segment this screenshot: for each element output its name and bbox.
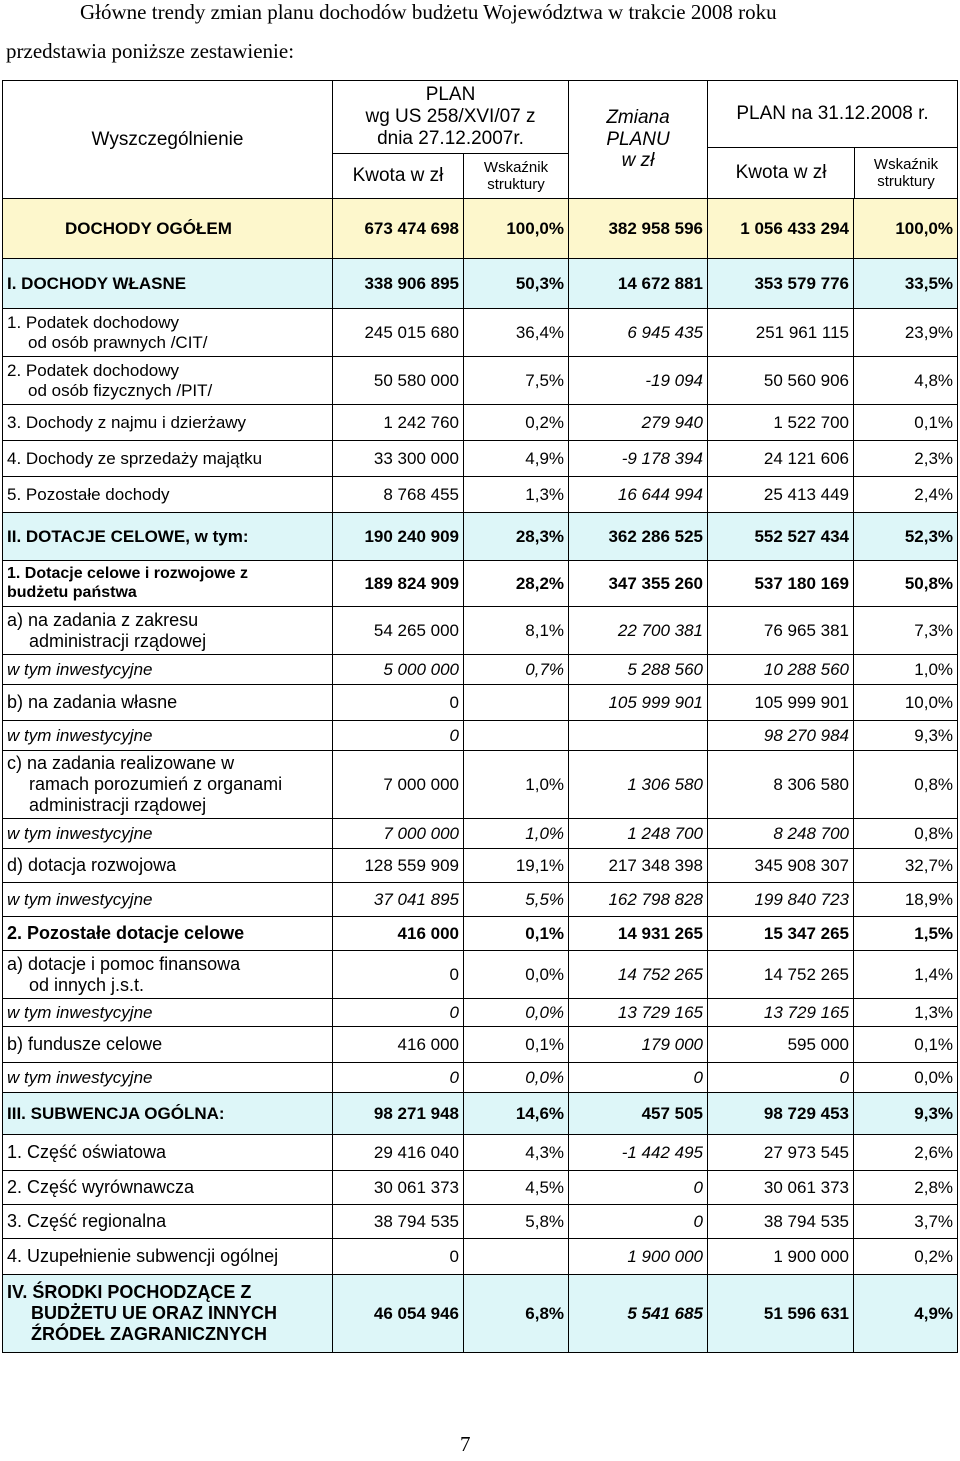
row-share: 0,7% <box>464 655 569 685</box>
row-final: 595 000 <box>708 1027 854 1063</box>
row-final: 15 347 265 <box>708 917 854 951</box>
row-label-line-2: budżetu państwa <box>7 583 137 601</box>
table-row <box>3 1135 958 1171</box>
row-final: 98 729 453 <box>708 1093 854 1135</box>
row-share: 1,3% <box>464 477 569 513</box>
row-change: 13 729 165 <box>569 999 708 1027</box>
row-final: 1 522 700 <box>708 405 854 441</box>
row-final-share: 10,0% <box>854 685 958 721</box>
row-plan: 50 580 000 <box>333 357 464 405</box>
row-final: 38 794 535 <box>708 1205 854 1239</box>
row-final: 199 840 723 <box>708 883 854 917</box>
table-row <box>3 357 958 405</box>
row-change: 1 306 580 <box>569 751 708 819</box>
row-final: 25 413 449 <box>708 477 854 513</box>
row-final: 13 729 165 <box>708 999 854 1027</box>
row-final-share: 2,3% <box>854 441 958 477</box>
row-final-share: 2,4% <box>854 477 958 513</box>
row-share <box>464 721 569 751</box>
table-row <box>3 1239 958 1275</box>
row-final: 50 560 906 <box>708 357 854 405</box>
row-final: 14 752 265 <box>708 951 854 999</box>
row-final-share: 0,0% <box>854 1063 958 1093</box>
row-plan: 54 265 000 <box>333 607 464 655</box>
header-description: Wyszczególnienie <box>3 81 333 199</box>
row-plan: 416 000 <box>333 1027 464 1063</box>
row-plan: 190 240 909 <box>333 513 464 561</box>
row-share: 28,2% <box>464 561 569 607</box>
table-row <box>3 405 958 441</box>
row-final-share: 9,3% <box>854 1093 958 1135</box>
row-label: w tym inwestycyjne <box>3 721 333 751</box>
row-plan: 128 559 909 <box>333 849 464 883</box>
row-label: 5. Pozostałe dochody <box>3 477 333 513</box>
row-share: 0,0% <box>464 999 569 1027</box>
row-plan: 0 <box>333 721 464 751</box>
table-row <box>3 441 958 477</box>
row-label-line-1: 1. Dotacje celowe i rozwojowe z <box>7 565 248 583</box>
row-final-share: 2,8% <box>854 1171 958 1205</box>
row-label: I. DOCHODY WŁASNE <box>3 259 333 309</box>
row-label-line-3: ŹRÓDEŁ ZAGRANICZNYCH <box>31 1323 267 1344</box>
row-label <box>3 751 333 819</box>
header-change-line-3: w zł <box>621 150 655 172</box>
row-share <box>464 1239 569 1275</box>
row-final-share: 7,3% <box>854 607 958 655</box>
row-plan: 37 041 895 <box>333 883 464 917</box>
row-final: 537 180 169 <box>708 561 854 607</box>
row-final-share: 0,8% <box>854 751 958 819</box>
row-share: 0,1% <box>464 1027 569 1063</box>
row-label: 2. Pozostałe dotacje celowe <box>3 917 333 951</box>
table-row-general-subsidy <box>3 1093 958 1135</box>
row-change: 5 288 560 <box>569 655 708 685</box>
row-final-share: 4,9% <box>854 1275 958 1353</box>
row-final-share: 100,0% <box>854 199 958 259</box>
table-row <box>3 1205 958 1239</box>
header-plan-share-line-1: Wskaźnik <box>483 158 549 176</box>
row-final-share: 2,6% <box>854 1135 958 1171</box>
row-label <box>3 357 333 405</box>
header-plan-amount: Kwota w zł <box>333 154 464 199</box>
row-label: 3. Część regionalna <box>3 1205 333 1239</box>
row-label: w tym inwestycyjne <box>3 883 333 917</box>
row-label-line-2: od innych j.s.t. <box>29 974 145 995</box>
row-label-line-1: c) na zadania realizowane w <box>7 753 235 774</box>
table-row <box>3 951 958 999</box>
row-final: 1 900 000 <box>708 1239 854 1275</box>
row-final-share: 50,8% <box>854 561 958 607</box>
row-change <box>569 721 708 751</box>
row-final: 552 527 434 <box>708 513 854 561</box>
row-change: 382 958 596 <box>569 199 708 259</box>
header-plan-share <box>464 154 569 199</box>
row-final: 345 908 307 <box>708 849 854 883</box>
row-change: -9 178 394 <box>569 441 708 477</box>
table-row-eu-funds <box>3 1275 958 1353</box>
row-plan: 33 300 000 <box>333 441 464 477</box>
row-share <box>464 685 569 721</box>
row-plan: 5 000 000 <box>333 655 464 685</box>
row-share: 100,0% <box>464 199 569 259</box>
table-row <box>3 607 958 655</box>
row-final-share: 33,5% <box>854 259 958 309</box>
row-final-share: 52,3% <box>854 513 958 561</box>
row-label-line-1: 2. Podatek dochodowy <box>7 360 180 380</box>
row-change: 0 <box>569 1171 708 1205</box>
table-row <box>3 819 958 849</box>
header-plan-line-1: PLAN <box>425 84 476 106</box>
row-final: 0 <box>708 1063 854 1093</box>
header-plan-line-2: wg US 258/XVI/07 z <box>365 106 536 128</box>
table-row <box>3 1063 958 1093</box>
header-plan-new-amount: Kwota w zł <box>708 148 855 198</box>
row-change: 179 000 <box>569 1027 708 1063</box>
row-final-share: 1,4% <box>854 951 958 999</box>
row-change: 6 945 435 <box>569 309 708 357</box>
row-plan: 98 271 948 <box>333 1093 464 1135</box>
row-final-share: 1,3% <box>854 999 958 1027</box>
header-plan-new-title: PLAN na 31.12.2008 r. <box>708 81 957 148</box>
row-plan: 38 794 535 <box>333 1205 464 1239</box>
row-change: 1 248 700 <box>569 819 708 849</box>
row-plan: 338 906 895 <box>333 259 464 309</box>
row-final-share: 3,7% <box>854 1205 958 1239</box>
row-plan: 8 768 455 <box>333 477 464 513</box>
row-plan: 0 <box>333 1063 464 1093</box>
row-change: 16 644 994 <box>569 477 708 513</box>
row-label <box>3 1275 333 1353</box>
row-final: 251 961 115 <box>708 309 854 357</box>
table-row <box>3 999 958 1027</box>
row-label <box>3 951 333 999</box>
row-plan: 416 000 <box>333 917 464 951</box>
row-share: 8,1% <box>464 607 569 655</box>
row-label: d) dotacja rozwojowa <box>3 849 333 883</box>
row-plan: 245 015 680 <box>333 309 464 357</box>
row-label: w tym inwestycyjne <box>3 1063 333 1093</box>
row-label-line-2: ramach porozumień z organami <box>29 774 283 795</box>
row-final: 1 056 433 294 <box>708 199 854 259</box>
row-final: 24 121 606 <box>708 441 854 477</box>
header-plan-new <box>708 81 958 199</box>
row-final-share: 0,2% <box>854 1239 958 1275</box>
row-change: -1 442 495 <box>569 1135 708 1171</box>
row-share: 36,4% <box>464 309 569 357</box>
table-row <box>3 1171 958 1205</box>
row-change: 14 672 881 <box>569 259 708 309</box>
row-final-share: 9,3% <box>854 721 958 751</box>
row-label: III. SUBWENCJA OGÓLNA: <box>3 1093 333 1135</box>
row-share: 5,8% <box>464 1205 569 1239</box>
row-plan: 7 000 000 <box>333 751 464 819</box>
table-row <box>3 561 958 607</box>
header-change <box>569 81 708 199</box>
row-label: b) fundusze celowe <box>3 1027 333 1063</box>
table-row-total-income <box>3 199 958 259</box>
row-label-line-3: administracji rządowej <box>29 794 207 815</box>
row-label: 4. Uzupełnienie subwencji ogólnej <box>3 1239 333 1275</box>
row-change: 105 999 901 <box>569 685 708 721</box>
row-change: 279 940 <box>569 405 708 441</box>
row-label: II. DOTACJE CELOWE, w tym: <box>3 513 333 561</box>
row-label-line-1: a) na zadania z zakresu <box>7 609 199 630</box>
row-plan: 46 054 946 <box>333 1275 464 1353</box>
row-change: 22 700 381 <box>569 607 708 655</box>
row-label: w tym inwestycyjne <box>3 999 333 1027</box>
row-share: 7,5% <box>464 357 569 405</box>
row-label-line-2: BUDŻETU UE ORAZ INNYCH <box>31 1303 277 1324</box>
table-row <box>3 751 958 819</box>
row-label <box>3 561 333 607</box>
header-plan-new-subcols <box>708 148 957 198</box>
row-change: 162 798 828 <box>569 883 708 917</box>
row-share: 5,5% <box>464 883 569 917</box>
header-row-1 <box>3 81 958 154</box>
row-label-line-2: administracji rządowej <box>29 630 207 651</box>
row-label: 2. Część wyrównawcza <box>3 1171 333 1205</box>
table-row <box>3 1027 958 1063</box>
row-label-line-1: 1. Podatek dochodowy <box>7 312 180 332</box>
row-final: 27 973 545 <box>708 1135 854 1171</box>
row-plan: 1 242 760 <box>333 405 464 441</box>
row-label-line-1: IV. ŚRODKI POCHODZĄCE Z <box>7 1282 252 1303</box>
row-label-line-2: od osób prawnych /CIT/ <box>28 332 208 352</box>
table-row <box>3 849 958 883</box>
row-final-share: 4,8% <box>854 357 958 405</box>
row-share: 1,0% <box>464 819 569 849</box>
row-change: 347 355 260 <box>569 561 708 607</box>
header-plan-line-3: dnia 27.12.2007r. <box>377 128 524 150</box>
row-final: 30 061 373 <box>708 1171 854 1205</box>
row-plan: 30 061 373 <box>333 1171 464 1205</box>
row-share: 28,3% <box>464 513 569 561</box>
row-share: 19,1% <box>464 849 569 883</box>
intro-line-1: Główne trendy zmian planu dochodów budżetu Województwa w trakcie 2008 roku <box>80 0 777 24</box>
header-plan-new-share-line-2: struktury <box>877 173 935 190</box>
row-plan: 189 824 909 <box>333 561 464 607</box>
row-change: 1 900 000 <box>569 1239 708 1275</box>
row-label <box>3 607 333 655</box>
table-row <box>3 477 958 513</box>
table-row <box>3 883 958 917</box>
row-share: 14,6% <box>464 1093 569 1135</box>
table-row-own-income <box>3 259 958 309</box>
table-row-targeted-grants <box>3 513 958 561</box>
row-plan: 7 000 000 <box>333 819 464 849</box>
row-change: 14 931 265 <box>569 917 708 951</box>
row-final-share: 32,7% <box>854 849 958 883</box>
row-final: 105 999 901 <box>708 685 854 721</box>
budget-income-table <box>2 80 958 1353</box>
row-label: DOCHODY OGÓŁEM <box>3 199 333 259</box>
row-change: 0 <box>569 1063 708 1093</box>
header-change-line-1: Zmiana <box>606 106 670 128</box>
row-final: 8 306 580 <box>708 751 854 819</box>
row-share: 0,0% <box>464 1063 569 1093</box>
row-label-line-1: a) dotacje i pomoc finansowa <box>7 953 241 974</box>
row-share: 0,1% <box>464 917 569 951</box>
row-change: 362 286 525 <box>569 513 708 561</box>
row-final-share: 23,9% <box>854 309 958 357</box>
table-row <box>3 309 958 357</box>
row-label: 4. Dochody ze sprzedaży majątku <box>3 441 333 477</box>
row-plan: 0 <box>333 951 464 999</box>
header-plan-new-share <box>855 148 957 198</box>
row-label: w tym inwestycyjne <box>3 655 333 685</box>
row-label <box>3 309 333 357</box>
row-final: 98 270 984 <box>708 721 854 751</box>
row-label: 3. Dochody z najmu i dzierżawy <box>3 405 333 441</box>
row-share: 0,0% <box>464 951 569 999</box>
table-row <box>3 685 958 721</box>
row-change: -19 094 <box>569 357 708 405</box>
row-change: 0 <box>569 1205 708 1239</box>
row-change: 14 752 265 <box>569 951 708 999</box>
table-row <box>3 721 958 751</box>
row-label: w tym inwestycyjne <box>3 819 333 849</box>
row-final: 76 965 381 <box>708 607 854 655</box>
row-plan: 0 <box>333 685 464 721</box>
row-final-share: 0,8% <box>854 819 958 849</box>
row-final-share: 1,5% <box>854 917 958 951</box>
row-final: 10 288 560 <box>708 655 854 685</box>
row-plan: 673 474 698 <box>333 199 464 259</box>
row-change: 5 541 685 <box>569 1275 708 1353</box>
row-label-line-2: od osób fizycznych /PIT/ <box>28 380 213 400</box>
row-plan: 29 416 040 <box>333 1135 464 1171</box>
row-final-share: 0,1% <box>854 405 958 441</box>
row-final-share: 0,1% <box>854 1027 958 1063</box>
table-row <box>3 917 958 951</box>
row-share: 4,5% <box>464 1171 569 1205</box>
row-share: 1,0% <box>464 751 569 819</box>
row-final-share: 1,0% <box>854 655 958 685</box>
row-share: 0,2% <box>464 405 569 441</box>
header-plan <box>333 81 569 154</box>
intro-line-2: przedstawia poniższe zestawienie: <box>6 39 295 63</box>
header-plan-new-share-line-1: Wskaźnik <box>873 155 939 173</box>
header-change-line-2: PLANU <box>606 128 670 150</box>
table-row <box>3 655 958 685</box>
row-final: 51 596 631 <box>708 1275 854 1353</box>
row-plan: 0 <box>333 999 464 1027</box>
row-plan: 0 <box>333 1239 464 1275</box>
row-share: 6,8% <box>464 1275 569 1353</box>
intro-text <box>0 0 960 75</box>
row-share: 50,3% <box>464 259 569 309</box>
row-share: 4,3% <box>464 1135 569 1171</box>
row-final-share: 18,9% <box>854 883 958 917</box>
page-number: 7 <box>460 1432 471 1456</box>
header-plan-share-line-2: struktury <box>487 176 545 194</box>
row-share: 4,9% <box>464 441 569 477</box>
row-change: 217 348 398 <box>569 849 708 883</box>
row-label: b) na zadania własne <box>3 685 333 721</box>
row-change: 457 505 <box>569 1093 708 1135</box>
row-final: 353 579 776 <box>708 259 854 309</box>
row-label: 1. Część oświatowa <box>3 1135 333 1171</box>
row-final: 8 248 700 <box>708 819 854 849</box>
